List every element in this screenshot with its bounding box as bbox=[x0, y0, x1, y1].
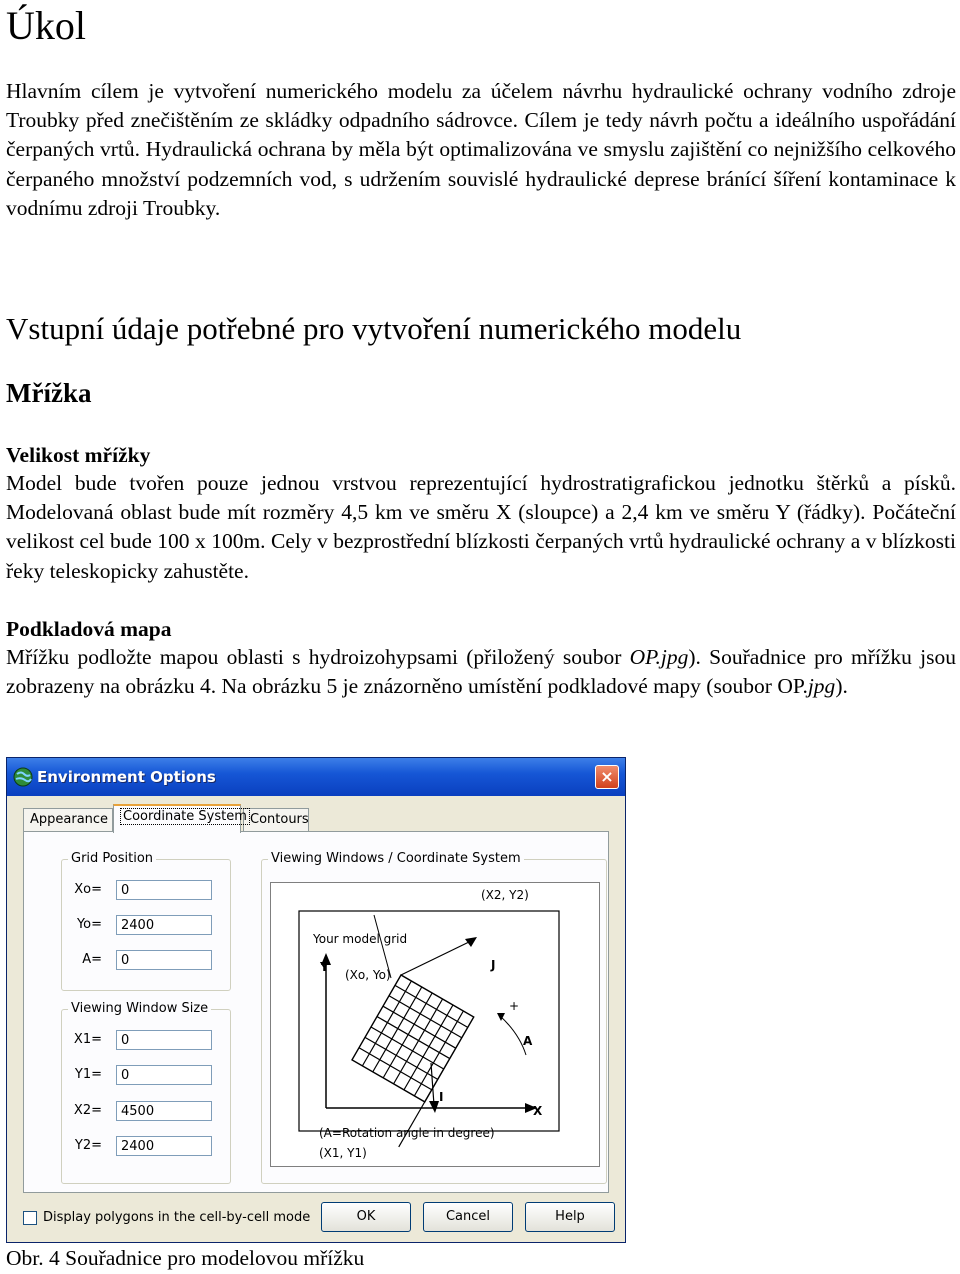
label-plus: + bbox=[509, 999, 520, 1013]
globe-icon bbox=[12, 766, 34, 788]
grid-position-label: Grid Position bbox=[68, 851, 156, 867]
grid-size-heading: Velikost mřížky bbox=[6, 443, 151, 467]
y2-label: Y2= bbox=[74, 1138, 102, 1153]
label-rotation: (A=Rotation angle in degree) bbox=[319, 1126, 495, 1140]
label-a: A bbox=[523, 1034, 533, 1048]
grid-size-paragraph: Model bude tvořen pouze jednou vrstvou reprezentující hydrostratigrafickou jednotku štěrků a písků. Modelovaná oblast bude mít rozměry 4,5 km ve směru X (sloupce) a 2,4 km ve směru Y (řádky). Počáteční velikost cel bude 100 x 100m. Cely v bezprostřední blízkosti čerpaných vrtů hydraulické ochrany a v blízkosti řeky teleskopicky zahustěte. bbox=[6, 471, 956, 583]
close-button[interactable]: × bbox=[595, 765, 619, 789]
yo-label: Yo= bbox=[76, 917, 102, 932]
y1-label: Y1= bbox=[74, 1067, 102, 1082]
i-axis-line bbox=[431, 1063, 434, 1105]
x1-label: X1= bbox=[73, 1032, 102, 1047]
j-axis-line bbox=[401, 941, 471, 975]
intro-paragraph: Hlavním cílem je vytvoření numerického modelu za účelem návrhu hydraulické ochrany vodního zdroje Troubky před znečištěním ze skládky odpadního sádrovce. Cílem je tedy návrh počtu a ideálního uspořádání čerpaných vrtů. Hydraulická ochrana by měla být optimalizována ve smyslu zajištění co nejnižšího celkového čerpaného množství podzemních vod, s udržením souvislé hydraulické deprese bránící šíření kontaminace k vodnímu zdroji Troubky. bbox=[6, 79, 956, 220]
xo-input[interactable] bbox=[116, 880, 212, 900]
model-grid bbox=[326, 975, 474, 1147]
label-x1y1: (X1, Y1) bbox=[319, 1146, 367, 1160]
x2-label: X2= bbox=[73, 1103, 102, 1118]
tab-label: Appearance bbox=[30, 812, 109, 827]
base-map-heading: Podkladová mapa bbox=[6, 617, 172, 641]
section-heading-inputs: Vstupní údaje potřebné pro vytvoření numerického modelu bbox=[6, 311, 742, 346]
coordinate-diagram-svg bbox=[271, 883, 601, 1168]
label-x2y2: (X2, Y2) bbox=[481, 888, 529, 902]
y2-input[interactable] bbox=[116, 1136, 212, 1156]
section-heading-grid: Mřížka bbox=[6, 378, 92, 408]
base-map-text-1: Mřížku podložte mapou oblasti s hydroizohypsami (přiložený soubor bbox=[6, 645, 630, 669]
base-map-file: OP.jpg bbox=[629, 645, 689, 669]
base-map-paragraph bbox=[6, 643, 956, 701]
dialog-titlebar[interactable] bbox=[7, 758, 625, 796]
label-y-axis: Y bbox=[320, 960, 329, 974]
viewing-windows-group bbox=[261, 851, 607, 1184]
cancel-button[interactable]: Cancel bbox=[423, 1202, 513, 1232]
coordinate-diagram bbox=[270, 882, 600, 1167]
label-xoyo: (Xo, Yo) bbox=[345, 968, 391, 982]
tab-label: Contours bbox=[250, 812, 309, 827]
rotation-arc bbox=[499, 1015, 526, 1055]
display-polygons-checkbox[interactable] bbox=[23, 1211, 37, 1225]
viewing-window-size-group bbox=[61, 1001, 231, 1184]
tab-label: Coordinate System bbox=[120, 808, 250, 825]
viewing-windows-label: Viewing Windows / Coordinate System bbox=[268, 851, 524, 867]
base-map-text-2: ). Souřadnice pro mřížku jsou zobrazeny na obrázku 4. Na obrázku 5 je znázorněno umístění podkladové mapy (soubor OP. bbox=[6, 645, 957, 699]
dialog-title: Environment Options bbox=[37, 768, 216, 786]
grid-position-group bbox=[61, 851, 231, 991]
environment-options-dialog bbox=[6, 757, 626, 1243]
figure-caption: Obr. 4 Souřadnice pro modelovou mřížku bbox=[6, 1246, 365, 1270]
base-map-text-3: ). bbox=[835, 674, 848, 699]
x1-input[interactable] bbox=[116, 1030, 212, 1050]
viewing-window-size-label: Viewing Window Size bbox=[68, 1001, 211, 1017]
xo-label: Xo= bbox=[74, 882, 102, 897]
tab-contours[interactable] bbox=[243, 808, 309, 832]
tab-coordinate-system[interactable] bbox=[113, 804, 247, 833]
tab-appearance[interactable] bbox=[23, 808, 113, 832]
coordinate-system-panel bbox=[23, 831, 609, 1193]
x2-input[interactable] bbox=[116, 1101, 212, 1121]
display-polygons-label: Display polygons in the cell-by-cell mode bbox=[43, 1210, 311, 1225]
a-input[interactable] bbox=[116, 950, 212, 970]
label-your-model-grid: Your model grid bbox=[313, 932, 408, 946]
j-axis-arrow bbox=[465, 937, 477, 947]
label-j: J bbox=[491, 958, 496, 972]
base-map-ext: jpg bbox=[807, 674, 836, 699]
help-button[interactable]: Help bbox=[525, 1202, 615, 1232]
label-i: I bbox=[439, 1090, 444, 1104]
ok-button[interactable]: OK bbox=[321, 1202, 411, 1232]
y1-input[interactable] bbox=[116, 1065, 212, 1085]
document-title: Úkol bbox=[6, 3, 86, 48]
i-axis-arrow bbox=[429, 1101, 439, 1113]
yo-input[interactable] bbox=[116, 915, 212, 935]
label-x-axis: X bbox=[533, 1104, 543, 1118]
a-label: A= bbox=[82, 952, 102, 967]
